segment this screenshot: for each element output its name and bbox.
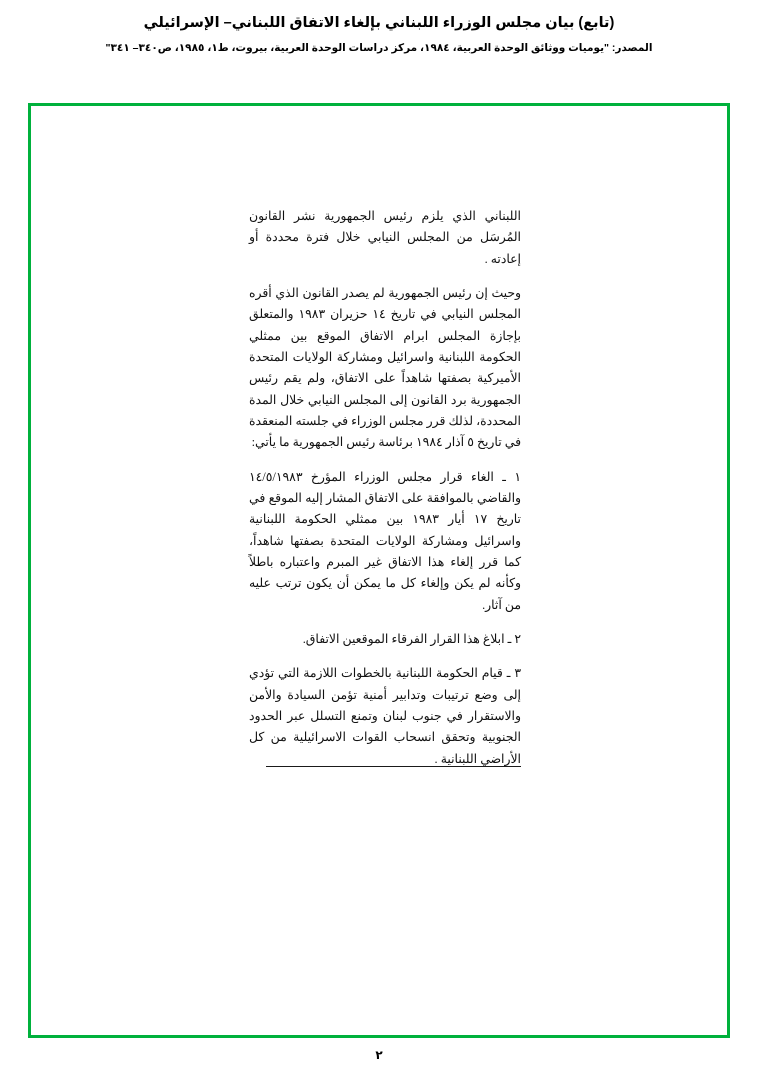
clause-item-3: ٣ ـ قيام الحكومة اللبنانية بالخطوات اللازمة التي تؤدي إلى وضع ترتيبات وتدابير أمنية تؤمن السيادة والأمن والاستقرار في جنوب لبنان وتمنع التسلل عبر الحدود الجنوبية وتحقق انسحاب القوات الاسرائيلية من كل الأراضي اللبنانية . — [249, 666, 521, 766]
paragraph-2: وحيث إن رئيس الجمهورية لم يصدر القانون الذي أقره المجلس النيابي في تاريخ ١٤ حزيران ١٩٨٣ والمتعلق بإجازة المجلس ابرام الاتفاق الموقع بين ممثلي الحكومة اللبنانية واسرائيل ومشاركة الولايات المتحدة الأميركية بصفتها شاهداً على الاتفاق، ولم يقم رئيس الجمهورية برد القانون إلى المجلس النيابي خلال المدة المحددة، لذلك قرر مجلس الوزراء في جلسته المنعقدة في تاريخ ٥ آذار ١٩٨٤ برئاسة رئيس الجمهورية ما يأتي: — [248, 285, 521, 450]
paragraph-1: اللبناني الذي يلزم رئيس الجمهورية نشر القانون المُرسَل من المجلس النيابي خلال فترة محددة أو إعادته . — [249, 209, 521, 266]
scanned-page-frame — [28, 103, 730, 1038]
clause-item-2: ٢ ـ ابلاغ هذا القرار الفرقاء الموقعين الاتفاق. — [302, 631, 521, 646]
horizontal-rule — [266, 766, 521, 767]
source-citation: المصدر: "يوميات ووثائق الوحدة العربية، ١٩٨٤، مركز دراسات الوحدة العربية، بيروت، ط١، ١٩٨٥، ص٣٤٠– ٣٤١" — [105, 41, 653, 54]
page-number: ٢ — [375, 1048, 383, 1062]
scanned-text-body — [249, 206, 521, 783]
page-title: (تابع) بيان مجلس الوزراء اللبناني بإلغاء الاتفاق اللبناني– الإسرائيلي — [143, 15, 615, 31]
clause-item-1: ١ ـ الغاء قرار مجلس الوزراء المؤرخ ١٤/٥/١٩٨٣ والقاضي بالموافقة على الاتفاق المشار إليه الموقع في تاريخ ١٧ أيار ١٩٨٣ بين ممثلي الحكومة اللبنانية واسرائيل ومشاركة الولايات المتحدة بصفتها شاهداً، كما قرر إلغاء هذا الاتفاق غير المبرم واعتباره باطلاً وكأنه لم يكن وإلغاء كل ما يمكن أن يكون ترتب عليه من آثار. — [249, 469, 521, 612]
page-header — [0, 0, 758, 55]
